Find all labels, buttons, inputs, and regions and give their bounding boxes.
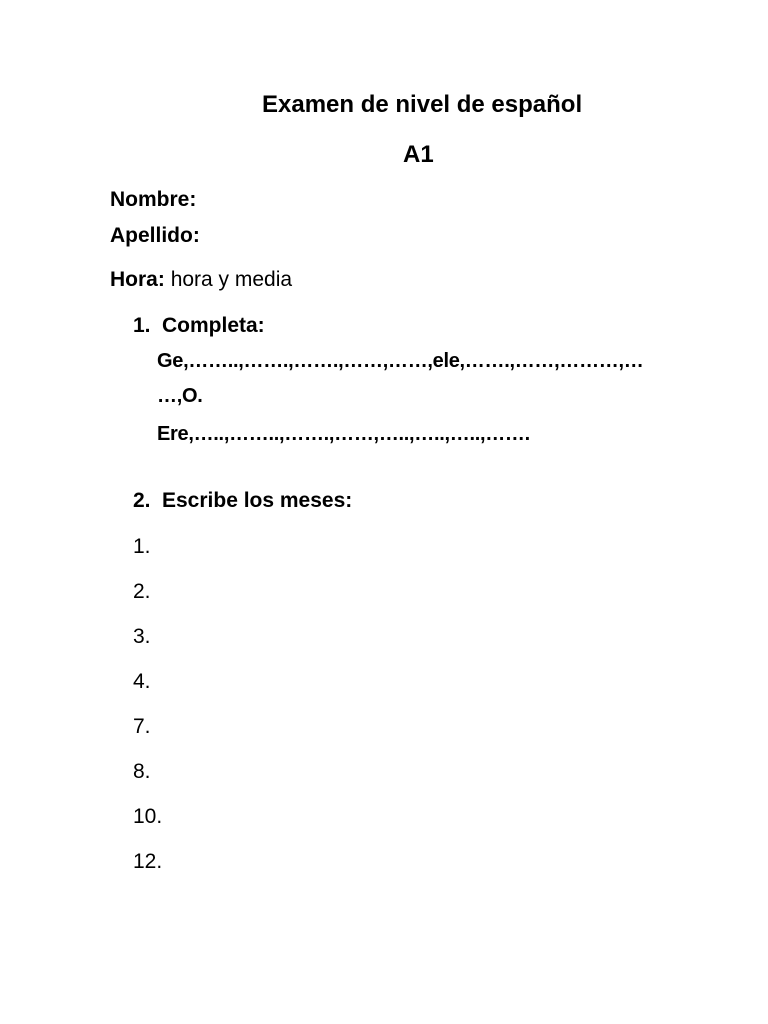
nombre-field (110, 186, 196, 214)
question-1-line: …,O. (157, 385, 203, 407)
hora-label: Hora: (110, 268, 165, 291)
hora-value: hora y media (170, 268, 293, 291)
question-1-number: 1. (133, 314, 151, 337)
question-1-title (133, 312, 265, 340)
month-answer-number: 4. (133, 670, 151, 693)
question-1-label: Completa: (162, 314, 265, 337)
question-2-label: Escribe los meses: (162, 489, 353, 512)
question-1-line: Ge,……..,…….,…….,……,……,ele,…….,……,………,… (157, 350, 644, 372)
exam-level: A1 (403, 141, 434, 168)
apellido-label: Apellido: (110, 224, 200, 247)
month-answer-number: 7. (133, 715, 151, 738)
month-answer-number: 2. (133, 580, 151, 603)
exam-title: Examen de nivel de español (262, 91, 583, 118)
question-2-number: 2. (133, 489, 151, 512)
apellido-field (110, 222, 200, 250)
question-1-line: Ere,…..,……..,…….,……,…..,…..,…..,……. (157, 423, 530, 445)
month-answer-number: 1. (133, 535, 151, 558)
month-answer-number: 8. (133, 760, 151, 783)
hora-field (110, 266, 292, 294)
question-2-title (133, 487, 352, 515)
month-answer-number: 3. (133, 625, 151, 648)
month-answer-number: 10. (133, 805, 163, 828)
month-answer-number: 12. (133, 850, 163, 873)
nombre-label: Nombre: (110, 188, 197, 211)
